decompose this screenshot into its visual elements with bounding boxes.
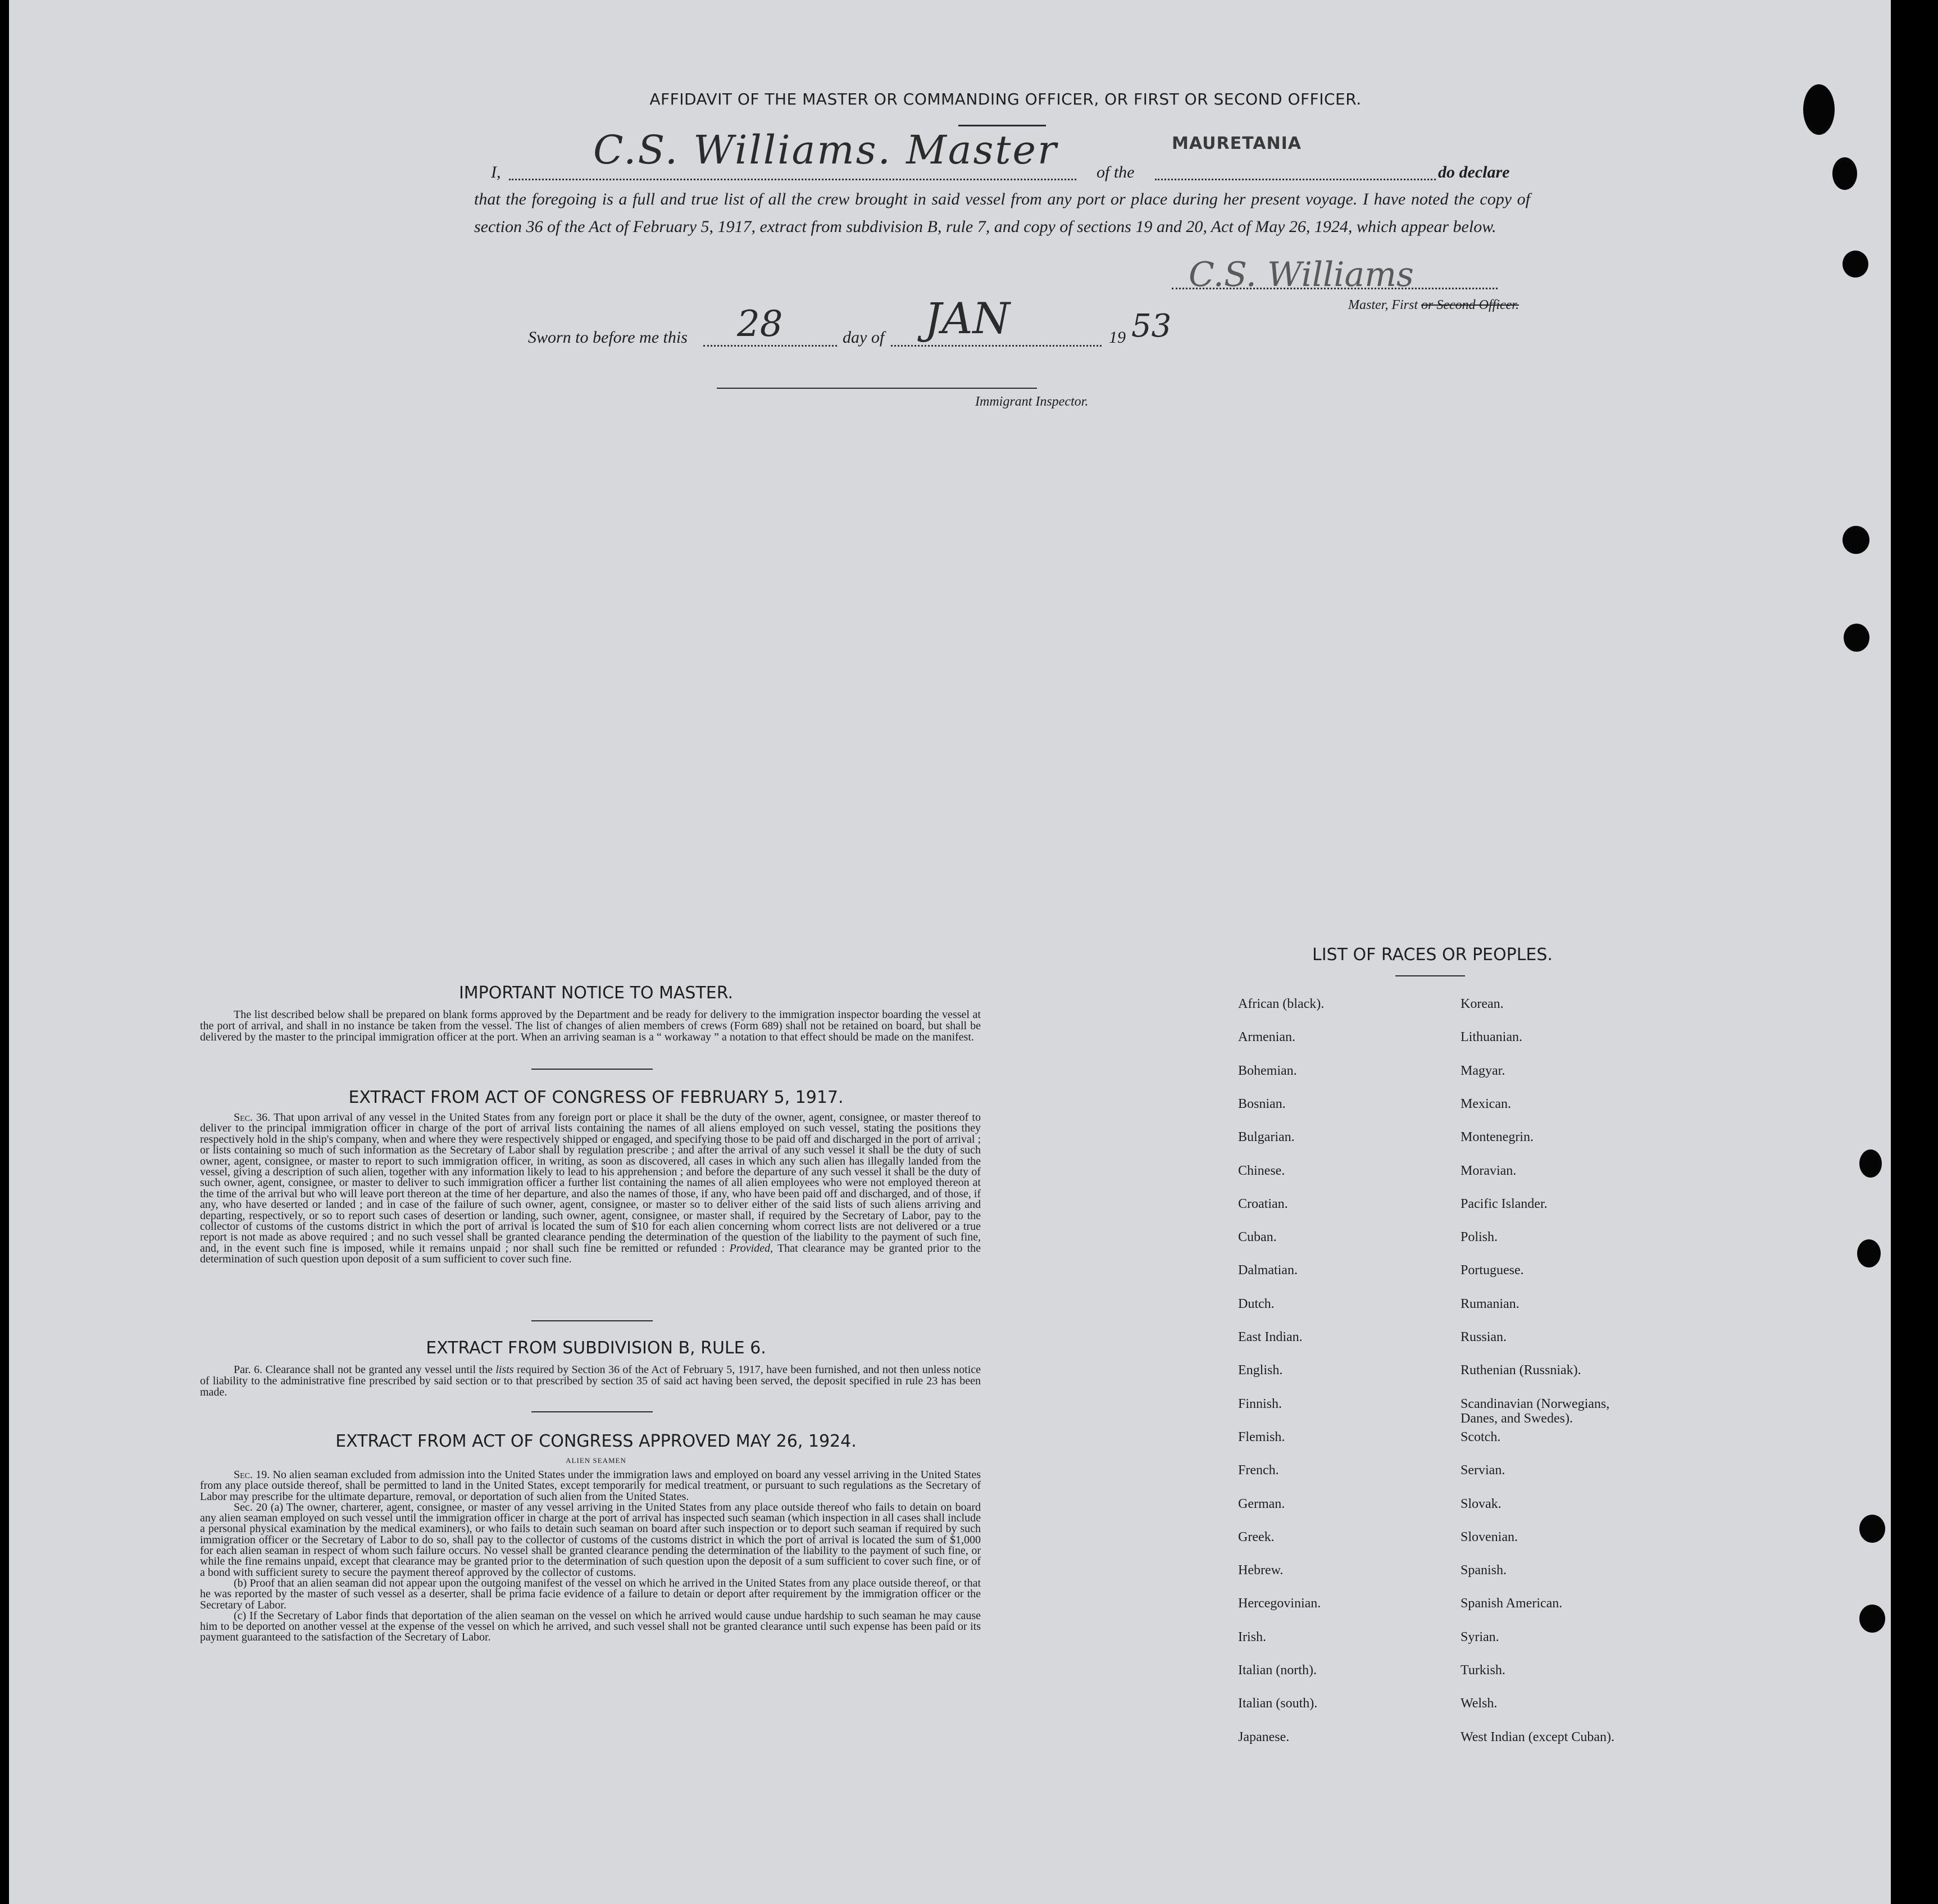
race-item: German. [1238, 1496, 1285, 1511]
race-item: Portuguese. [1461, 1263, 1524, 1278]
race-item: Spanish American. [1461, 1596, 1563, 1611]
sec36-text: That upon arrival of any vessel in the United States from any foreign port or place it shall be the duty of the owner, agent, consignee, or master thereof to deliver to the principal immigration officer in charge of the port of arrival lists containing the names of all aliens employed on such vessel, stating the positions they respectively hold in the ship's company, when and where they were respectively shipped or engaged, and specifying those to be paid off and discharged in the port of arrival ; or lists containing so much of such information as the Secretary of Labor shall by regulation prescribe ; and after the arrival of any such vessel it shall be the duty of such owner, agent, consignee, or master to report to such immigration officer, in writing, as soon as discovered, all cases in which any such alien has illegally landed from the vessel, giving a description of such alien, together with any information likely to lead to his apprehension ; and before the departure of any such vessel it shall be the duty of such owner, agent, consignee, or master to deliver to such immigration officer a further list containing the names of all alien employees who were not employed thereon at the time of the arrival but who will leave port thereon at the time of her departure, and also the names of those, if any, who have been paid off and discharged, and of those, if any, who have deserted or landed ; and in case of the failure of such owner, agent, consignee, or master so to deliver either of the said lists of such aliens arriving and departing, respectively, or so to report such cases of desertion or landing, such owner, agent, consignee, or master shall, if required by the Secretary of Labor, pay to the collector of customs of the customs district in which the port of arrival is located the sum of $10 for each alien concerning whom correct lists are not delivered or a true report is not made as above required ; and no such vessel shall be granted clearance pending the determination of the question of the liability to the payment of such fine, and, in the event such fine is imposed, while it remains unpaid ; nor shall such fine be remitted or refunded : [200, 1111, 981, 1255]
race-item: Lithuanian. [1461, 1030, 1522, 1045]
race-item: Scotch. [1461, 1429, 1501, 1444]
binding-hole [1857, 1239, 1881, 1267]
binding-hole [1859, 1605, 1885, 1633]
race-item: Cuban. [1238, 1230, 1277, 1245]
race-item: Bohemian. [1238, 1063, 1297, 1078]
rule6-lists-word: lists [495, 1364, 514, 1376]
binding-hole [1844, 624, 1869, 652]
rule6-text-b: required by Section 36 of the Act of February 5, 1917, have been furnished, and not then unless notice of liability to the administrative fine prescribed by said section or to that prescribed by section 35 of said act having been served, the deposit specified in rule 23 has been made. [200, 1364, 981, 1398]
races-heading-rule [1395, 975, 1465, 976]
race-item: Japanese. [1238, 1729, 1290, 1744]
race-item: Slovak. [1461, 1496, 1502, 1511]
binding-hole [1859, 1515, 1885, 1543]
rule6-rule [531, 1411, 653, 1412]
race-item: Finnish. [1238, 1396, 1282, 1411]
sec20-text: The owner, charterer, agent, consignee, or master of any vessel arriving in the United States from any place outside thereof who fails to detain on board any alien seaman employed on such vessel until the immigration officer in charge at the port of arrival has inspected such seaman (which inspection in all cases shall include a personal physical examination by the medical examiners), or who fails to detain such seaman on board after such inspection or to deport such seaman if required by such immigration officer or the Secretary of Labor to do so, shall pay to the collector of customs of the customs district in which the port of arrival is located the sum of $1,000 for each alien seaman in respect of whom such failure occurs. No vessel shall be granted clearance pending the determination of the liability to the payment of such fine, or while the fine remains unpaid, except that clearance may be granted prior to the determination of such question upon the deposit of a sum sufficient to cover such fine, or of a bond with sufficient surety to secure the payment thereof approved by the collector of customs. [200, 1501, 981, 1579]
race-item: East Indian. [1238, 1330, 1303, 1344]
master-name-handwritten: C.S. Williams. Master [593, 127, 1058, 173]
signature-handwritten: C.S. Williams [1189, 255, 1414, 294]
race-item: Servian. [1461, 1463, 1505, 1478]
binding-edge [1891, 0, 1938, 1904]
extract-1924-text [200, 1470, 981, 1643]
race-item: English. [1238, 1363, 1283, 1378]
race-item: Spanish. [1461, 1563, 1507, 1578]
sec20b-paragraph [200, 1578, 981, 1611]
sec20c-label: (c) [234, 1609, 247, 1622]
sworn-day-handwritten: 28 [737, 303, 783, 345]
race-item: Armenian. [1238, 1030, 1295, 1045]
binding-hole [1832, 157, 1857, 190]
race-item: Polish. [1461, 1230, 1498, 1245]
race-item: Korean. [1461, 997, 1504, 1011]
year-suffix-handwritten: 53 [1131, 308, 1172, 344]
race-item: Ruthenian (Russniak). [1461, 1363, 1581, 1378]
race-item: Scandinavian (Norwegians, Danes, and Swedes). [1461, 1396, 1610, 1426]
inspector-signature-line [717, 388, 1037, 389]
sec20-label: Sec. 20 (a) [234, 1501, 284, 1514]
i-label: I, [491, 163, 501, 181]
rule6-text [200, 1364, 981, 1398]
binding-hole [1859, 1149, 1882, 1178]
extract-1924-heading: EXTRACT FROM ACT OF CONGRESS APPROVED MAY 26, 1924. [335, 1432, 857, 1451]
par6-label: Par. 6. [234, 1364, 262, 1376]
vessel-stamp: MAURETANIA [1172, 134, 1302, 153]
signature-caption-struck: or Second Officer. [1421, 298, 1519, 312]
race-item: French. [1238, 1463, 1279, 1478]
race-item: Moravian. [1461, 1163, 1517, 1178]
inspector-caption: Immigrant Inspector. [975, 394, 1089, 409]
race-item: Syrian. [1461, 1629, 1499, 1644]
notice-rule [531, 1069, 653, 1070]
sworn-month-line [891, 345, 1102, 347]
races-heading: LIST OF RACES OR PEOPLES. [1312, 945, 1553, 965]
sec20b-text: Proof that an alien seaman did not appear upon the outgoing manifest of the vessel on which he arrived in the United States from any place outside thereof, or that he was reported by the master of such vessel as a deserter, shall be prima facie evidence of a failure to detain or deport after requirement by the immigration officer or the Secretary of Labor. [200, 1576, 981, 1611]
race-item: Flemish. [1238, 1429, 1285, 1444]
race-item: Mexican. [1461, 1096, 1511, 1111]
rule6-heading: EXTRACT FROM SUBDIVISION B, RULE 6. [426, 1338, 766, 1358]
race-item: Bulgarian. [1238, 1130, 1295, 1145]
of-the-label: of the [1097, 163, 1135, 181]
notice-text: The list described below shall be prepared on blank forms approved by the Department and be ready for delivery to the immigration inspector boarding the vessel at the port of arrival, and shall in no instance be taken from the vessel. The list of changes of alien members of crews (Form 689) shall not be retained on board, but shall be delivered by the master to the principal immigration officer at the port. When an arriving seaman is a “ workaway ” a notation to that effect should be made on the manifest. [200, 1008, 981, 1043]
master-name-line [509, 179, 1076, 180]
sworn-label: Sworn to before me this [528, 328, 688, 347]
provided-text: That clearance may be granted prior to the determination of such question upon deposit of a sum sufficient to cover such fine. [200, 1242, 981, 1266]
vessel-name-line [1155, 179, 1436, 180]
race-item: Slovenian. [1461, 1529, 1518, 1544]
sec20b-label: (b) [234, 1576, 247, 1589]
race-item: African (black). [1238, 997, 1325, 1011]
sec20c-paragraph [200, 1611, 981, 1643]
race-item: Turkish. [1461, 1663, 1505, 1678]
document-page [9, 0, 1891, 1904]
notice-heading: IMPORTANT NOTICE TO MASTER. [458, 983, 734, 1003]
race-item: Greek. [1238, 1529, 1275, 1544]
extract-1917-text [200, 1112, 981, 1265]
extract-1917-heading: EXTRACT FROM ACT OF CONGRESS OF FEBRUARY 5, 1917. [348, 1088, 844, 1107]
race-item: Hercegovinian. [1238, 1596, 1321, 1611]
race-item: Russian. [1461, 1330, 1507, 1344]
race-item: Chinese. [1238, 1163, 1285, 1178]
sworn-month-handwritten: JAN [925, 293, 1010, 343]
sec19-paragraph [200, 1470, 981, 1502]
binding-hole [1843, 251, 1868, 278]
race-item: Croatian. [1238, 1196, 1288, 1211]
year-prefix: 19 [1109, 328, 1126, 347]
sec36-label: Sec. 36. [234, 1111, 271, 1124]
sec20-paragraph [200, 1502, 981, 1578]
affidavit-heading-rule [958, 125, 1046, 126]
race-item: Montenegrin. [1461, 1130, 1534, 1145]
extract-1917-rule [531, 1320, 653, 1321]
signature-caption-master: Master, First [1348, 298, 1418, 312]
do-declare-label: do declare [1438, 163, 1510, 181]
race-item: Magyar. [1461, 1063, 1505, 1078]
alien-seamen-subheading: ALIEN SEAMEN [566, 1456, 626, 1465]
race-item: West Indian (except Cuban). [1461, 1729, 1614, 1744]
binding-hole [1843, 526, 1869, 554]
race-item: Irish. [1238, 1629, 1266, 1644]
sec20c-text: If the Secretary of Labor finds that deportation of the alien seaman on the vessel on which he arrived would cause undue hardship to such seaman he may cause him to be deported on another vessel at the expense of the vessel on which he arrived, and such vessel shall not be granted clearance until such expense has been paid or its payment guaranteed to the satisfaction of the Secretary of Labor. [200, 1609, 981, 1644]
sworn-day-line [703, 345, 837, 347]
affidavit-heading: AFFIDAVIT OF THE MASTER OR COMMANDING OFFICER, OR FIRST OR SECOND OFFICER. [649, 90, 1362, 108]
race-item: Dutch. [1238, 1296, 1275, 1311]
race-item: Pacific Islander. [1461, 1196, 1548, 1211]
race-item: Dalmatian. [1238, 1263, 1298, 1278]
provided-label: Provided, [729, 1242, 774, 1255]
day-of-label: day of [843, 328, 885, 347]
sec19-label: Sec. 19. [234, 1469, 270, 1481]
race-item: Hebrew. [1238, 1563, 1284, 1578]
race-item: Welsh. [1461, 1696, 1498, 1711]
binding-hole [1803, 84, 1835, 135]
sec19-text: No alien seaman excluded from admission into the United States under the immigration laws and employed on board any vessel arriving in the United States from any place outside thereof, shall be permitted to land in the United States, except temporarily for medical treatment, or pursuant to such regulations as the Secretary of Labor may prescribe for the ultimate departure, removal, or deportation of such alien from the United States. [200, 1469, 981, 1503]
declaration-text: that the foregoing is a full and true list of all the crew brought in said vessel from any port or place during her present voyage. I have noted the copy of section 36 of the Act of February 5, 1917, extract from subdivision B, rule 7, and copy of sections 19 and 20, Act of May 26, 1924, which appear below. [474, 190, 1530, 236]
signature-caption [1348, 298, 1519, 313]
race-item: Bosnian. [1238, 1096, 1286, 1111]
race-item: Rumanian. [1461, 1296, 1520, 1311]
rule6-text-a: Clearance shall not be granted any vessel until the [265, 1364, 493, 1376]
race-item: Italian (south). [1238, 1696, 1318, 1711]
race-item: Italian (north). [1238, 1663, 1317, 1678]
